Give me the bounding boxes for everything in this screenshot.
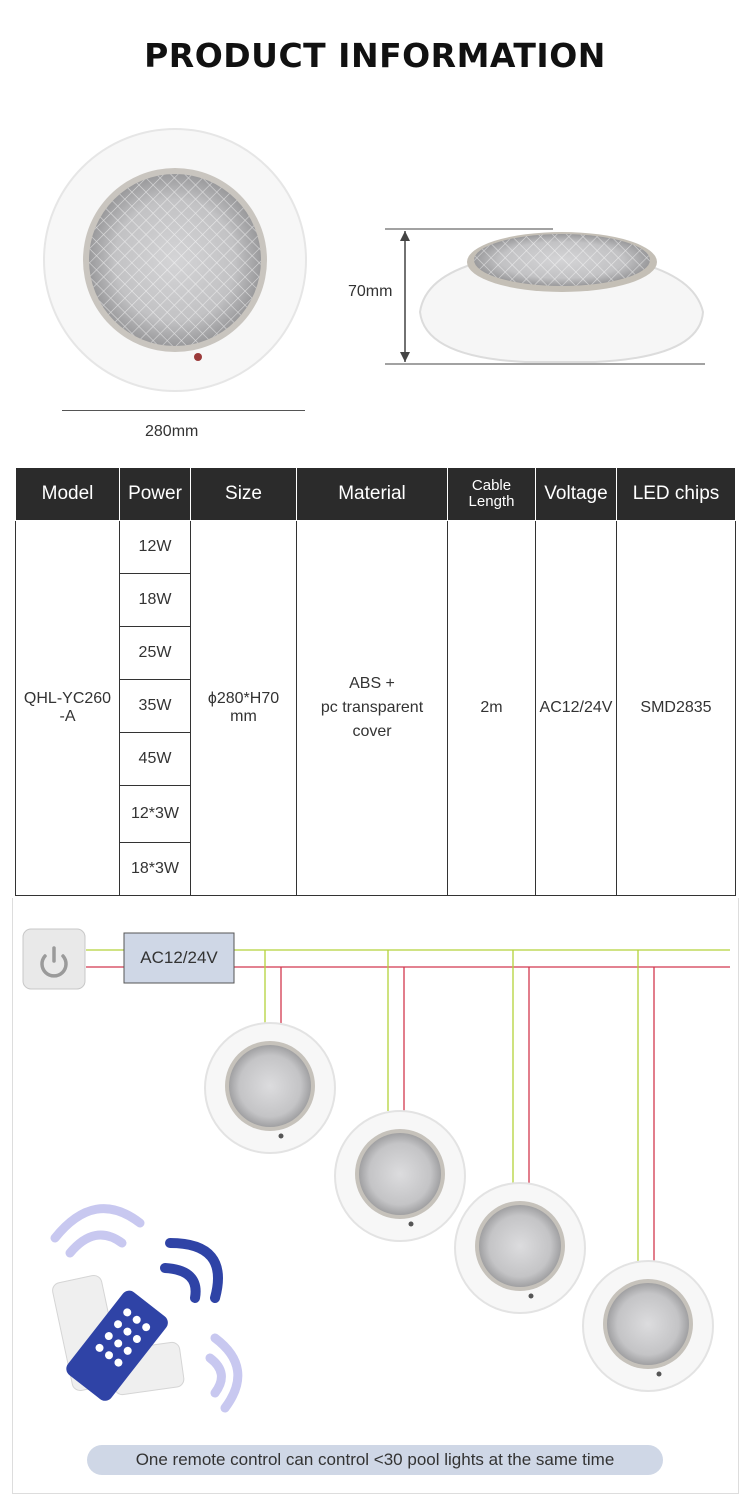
width-dimension-line (62, 410, 305, 411)
pool-light-1 (205, 1023, 335, 1153)
material-line2: pc transparent (320, 699, 424, 716)
page-title: PRODUCT INFORMATION (144, 36, 606, 75)
pool-light-3 (455, 1183, 585, 1313)
side-view-light-image (385, 222, 710, 372)
wiring-diagram (0, 898, 750, 1458)
size-line1: ϕ280*H70 (207, 690, 280, 707)
remote-control-icon (51, 1209, 238, 1408)
power-cell: 25W (120, 627, 191, 680)
header-cable-line1: Cable (471, 477, 512, 494)
led-chips-cell: SMD2835 (617, 521, 736, 896)
power-cell: 12*3W (120, 786, 191, 843)
header-material: Material (297, 468, 448, 521)
power-cell: 35W (120, 680, 191, 733)
header-cable-line2: Length (468, 493, 515, 510)
header-led-chips: LED chips (617, 468, 736, 521)
size-line2: mm (230, 708, 257, 725)
material-line3: cover (352, 723, 392, 740)
table-row (16, 521, 736, 574)
caption-pill: One remote control can control <30 pool lights at the same time (87, 1445, 663, 1475)
pool-light-4 (583, 1261, 713, 1391)
width-dimension-label: 280mm (145, 423, 199, 440)
material-line1: ABS + (349, 675, 395, 692)
power-cell: 18*3W (120, 843, 191, 896)
header-size: Size (191, 468, 297, 521)
spec-table (15, 467, 736, 896)
header-cable-length (448, 468, 536, 521)
front-view-light-image (40, 128, 320, 403)
table-header-row (16, 468, 736, 521)
cable-length-cell: 2m (448, 521, 536, 896)
power-icon (23, 929, 85, 989)
model-cell (16, 521, 120, 896)
height-dimension-label: 70mm (348, 283, 393, 300)
supply-label: AC12/24V (140, 948, 218, 967)
header-model: Model (16, 468, 120, 521)
pool-light-2 (335, 1111, 465, 1241)
header-power: Power (120, 468, 191, 521)
model-line1: QHL-YC260 (23, 690, 112, 707)
material-cell (297, 521, 448, 896)
power-cell: 18W (120, 574, 191, 627)
power-cell: 12W (120, 521, 191, 574)
header-voltage: Voltage (536, 468, 617, 521)
power-cell: 45W (120, 733, 191, 786)
size-cell (191, 521, 297, 896)
voltage-cell: AC12/24V (536, 521, 617, 896)
model-line2: -A (59, 708, 76, 725)
